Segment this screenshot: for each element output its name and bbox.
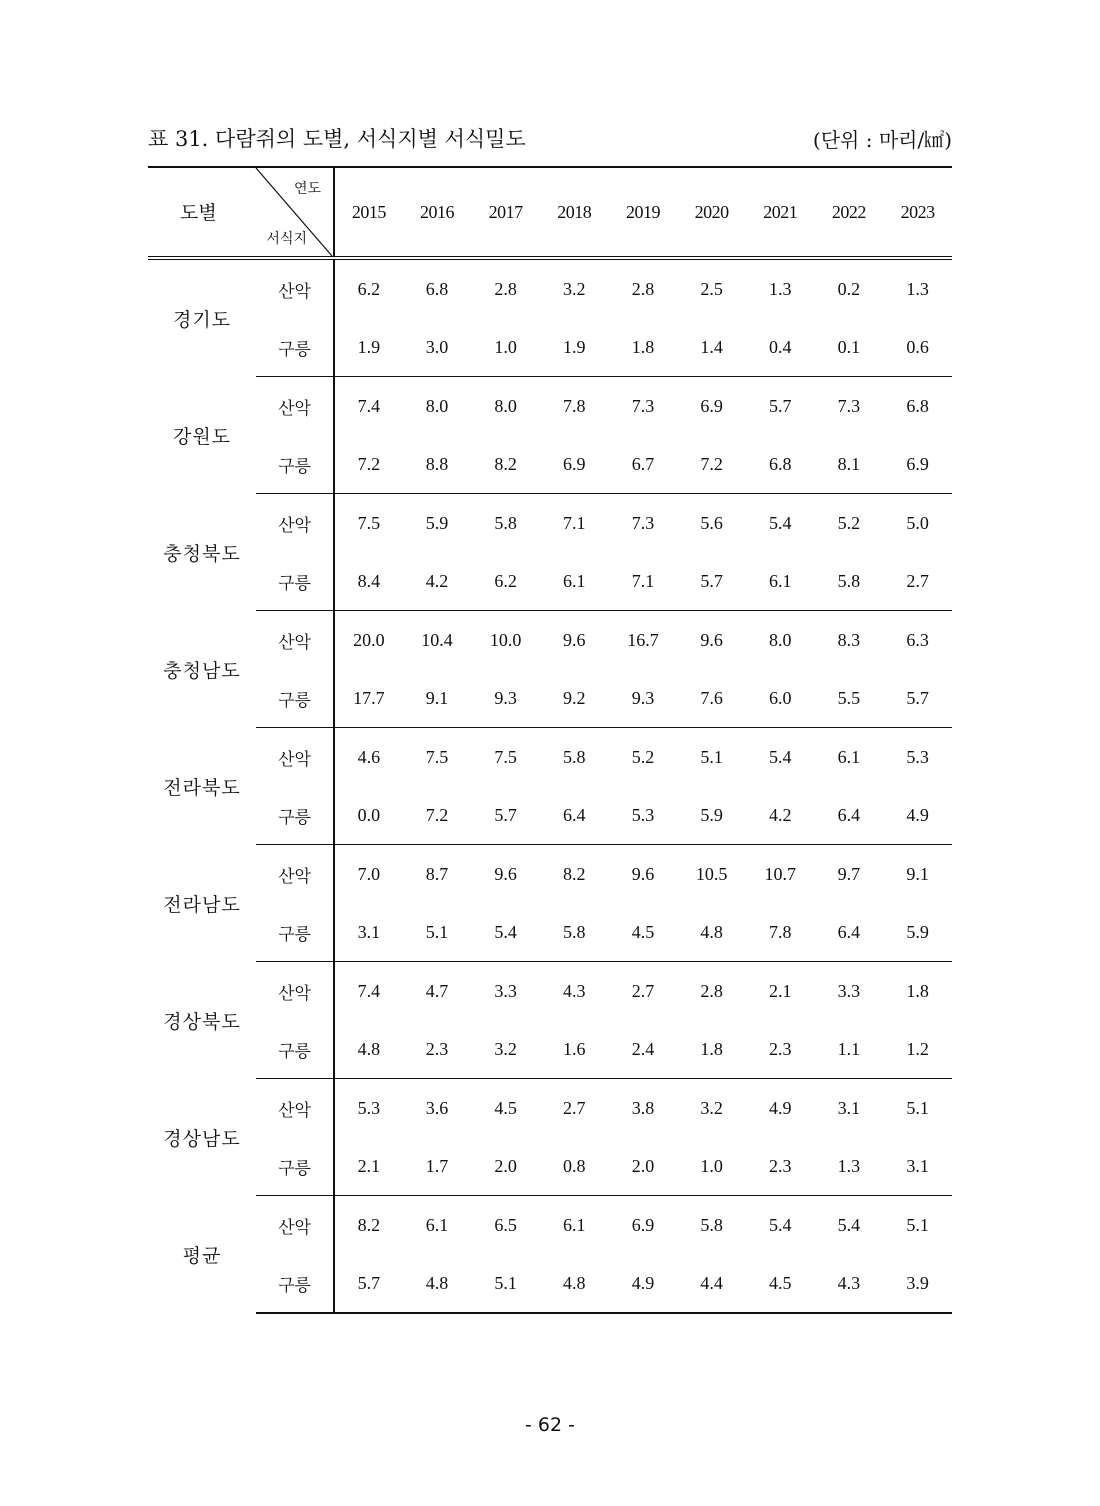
density-value-cell: 3.2: [563, 278, 586, 299]
density-value-cell: 1.7: [403, 1137, 472, 1196]
density-value-cell: 5.9: [883, 903, 952, 962]
density-value-cell: 7.8: [746, 903, 815, 962]
density-value-cell: 4.3: [815, 1254, 884, 1313]
table-row: [148, 611, 952, 670]
density-value-cell: 6.8: [746, 435, 815, 494]
table-row: [148, 435, 952, 494]
density-value-cell: 1.2: [883, 1020, 952, 1079]
density-value-cell: 4.2: [746, 786, 815, 845]
density-value-cell: 3.6: [425, 1097, 449, 1118]
density-value-cell: 5.8: [494, 512, 517, 533]
density-value-cell: 5.4: [769, 746, 792, 767]
table-row: [148, 494, 952, 553]
density-value-cell: 1.3: [815, 1137, 884, 1196]
density-value-cell: 1.0: [471, 318, 540, 377]
density-value-cell: 8.8: [403, 435, 472, 494]
density-value-cell: 8.2: [471, 435, 540, 494]
density-value-cell: 4.9: [883, 786, 952, 845]
density-value-cell: 7.0: [357, 863, 381, 884]
density-value-cell: 6.7: [609, 435, 678, 494]
density-value-cell: 2.7: [631, 980, 655, 1001]
density-value-cell: 20.0: [353, 629, 385, 650]
density-value-cell: 2.5: [700, 278, 723, 299]
density-value-cell: 0.2: [837, 278, 861, 299]
density-value-cell: 2.8: [631, 278, 655, 299]
region-cell: 경기도: [172, 308, 232, 331]
year-column-header: 2016: [403, 167, 472, 258]
header-row: [148, 167, 952, 258]
density-value-cell: 8.2: [357, 1214, 381, 1235]
density-value-cell: 10.5: [695, 863, 728, 884]
density-value-cell: 4.6: [357, 746, 381, 767]
table-unit: (단위 : 마리/㎢): [812, 127, 952, 152]
density-value-cell: 2.3: [746, 1020, 815, 1079]
density-value-cell: 5.8: [540, 903, 609, 962]
density-value-cell: 7.5: [357, 512, 381, 533]
density-value-cell: 6.8: [425, 278, 449, 299]
region-cell: 충청남도: [163, 659, 241, 682]
density-value-cell: 6.9: [540, 435, 609, 494]
density-value-cell: 1.1: [815, 1020, 884, 1079]
density-value-cell: 5.7: [677, 552, 746, 611]
density-value-cell: 5.4: [769, 1214, 792, 1235]
density-value-cell: 3.9: [883, 1254, 952, 1313]
habitat-cell: 산악: [256, 1079, 334, 1138]
density-value-cell: 5.7: [334, 1254, 403, 1313]
density-value-cell: 5.3: [609, 786, 678, 845]
habitat-cell: 산악: [256, 728, 334, 787]
region-cell: 강원도: [172, 425, 232, 448]
density-value-cell: 5.2: [631, 746, 655, 767]
habitat-cell: 구릉: [256, 435, 334, 494]
density-value-cell: 5.1: [906, 1097, 929, 1118]
density-value-cell: 9.7: [837, 863, 861, 884]
density-value-cell: 1.8: [609, 318, 678, 377]
density-value-cell: 7.1: [563, 512, 586, 533]
region-cell: 경상남도: [163, 1127, 241, 1150]
corner-header: [148, 167, 334, 258]
density-value-cell: 7.5: [425, 746, 449, 767]
density-value-cell: 9.6: [631, 863, 655, 884]
density-value-cell: 7.3: [631, 395, 655, 416]
density-value-cell: 1.3: [769, 278, 792, 299]
year-column-header: 2017: [471, 167, 540, 258]
habitat-cell: 구릉: [256, 903, 334, 962]
density-value-cell: 2.3: [746, 1137, 815, 1196]
density-value-cell: 9.2: [540, 669, 609, 728]
table-row: [148, 258, 952, 318]
density-value-cell: 4.9: [609, 1254, 678, 1313]
density-value-cell: 1.8: [906, 980, 929, 1001]
habitat-cell: 산악: [256, 377, 334, 436]
density-value-cell: 5.3: [357, 1097, 381, 1118]
density-value-cell: 4.7: [425, 980, 449, 1001]
density-value-cell: 7.2: [334, 435, 403, 494]
density-value-cell: 1.8: [677, 1020, 746, 1079]
density-value-cell: 5.8: [563, 746, 586, 767]
density-value-cell: 5.5: [815, 669, 884, 728]
density-value-cell: 5.4: [837, 1214, 861, 1235]
density-value-cell: 5.8: [700, 1214, 723, 1235]
density-value-cell: 6.5: [494, 1214, 517, 1235]
density-value-cell: 6.4: [540, 786, 609, 845]
density-value-cell: 3.2: [471, 1020, 540, 1079]
density-value-cell: 2.4: [609, 1020, 678, 1079]
density-value-cell: 2.1: [334, 1137, 403, 1196]
density-value-cell: 1.3: [906, 278, 929, 299]
habitat-cell: 산악: [256, 494, 334, 553]
density-value-cell: 4.5: [609, 903, 678, 962]
table-caption: [148, 122, 952, 154]
density-value-cell: 7.2: [677, 435, 746, 494]
table-row: [148, 318, 952, 377]
habitat-cell: 구릉: [256, 786, 334, 845]
density-value-cell: 7.3: [631, 512, 655, 533]
density-value-cell: 3.3: [837, 980, 861, 1001]
density-value-cell: 7.3: [837, 395, 861, 416]
density-value-cell: 3.0: [403, 318, 472, 377]
density-value-cell: 17.7: [334, 669, 403, 728]
table-title: 표 31. 다람쥐의 도별, 서식지별 서식밀도: [148, 127, 526, 151]
density-value-cell: 1.9: [334, 318, 403, 377]
density-value-cell: 2.0: [471, 1137, 540, 1196]
habitat-cell: 산악: [256, 611, 334, 670]
density-value-cell: 2.1: [769, 980, 792, 1001]
table-row: [148, 669, 952, 728]
table-row: [148, 786, 952, 845]
year-column-header: 2018: [540, 167, 609, 258]
table-body: [148, 258, 952, 1313]
density-value-cell: 5.0: [906, 512, 929, 533]
density-value-cell: 6.4: [815, 903, 884, 962]
density-value-cell: 7.4: [357, 980, 381, 1001]
density-value-cell: 1.4: [677, 318, 746, 377]
table-row: [148, 1137, 952, 1196]
density-value-cell: 7.8: [563, 395, 586, 416]
density-value-cell: 7.6: [677, 669, 746, 728]
density-value-cell: 7.2: [403, 786, 472, 845]
density-value-cell: 2.8: [700, 980, 723, 1001]
density-value-cell: 6.2: [357, 278, 381, 299]
density-value-cell: 7.4: [357, 395, 381, 416]
density-value-cell: 6.3: [906, 629, 929, 650]
density-value-cell: 5.7: [883, 669, 952, 728]
density-value-cell: 0.0: [334, 786, 403, 845]
density-value-cell: 9.3: [471, 669, 540, 728]
density-value-cell: 8.1: [815, 435, 884, 494]
density-value-cell: 4.8: [540, 1254, 609, 1313]
density-value-cell: 6.1: [837, 746, 861, 767]
density-value-cell: 5.9: [677, 786, 746, 845]
density-value-cell: 8.4: [334, 552, 403, 611]
density-value-cell: 0.6: [883, 318, 952, 377]
habitat-cell: 구릉: [256, 1020, 334, 1079]
density-value-cell: 9.1: [906, 863, 929, 884]
density-value-cell: 10.4: [421, 629, 453, 650]
density-value-cell: 6.9: [700, 395, 723, 416]
density-value-cell: 6.0: [746, 669, 815, 728]
habitat-cell: 산악: [256, 258, 334, 318]
density-value-cell: 5.1: [700, 746, 723, 767]
density-value-cell: 5.6: [700, 512, 723, 533]
density-value-cell: 6.9: [883, 435, 952, 494]
density-value-cell: 4.5: [494, 1097, 517, 1118]
density-value-cell: 6.2: [471, 552, 540, 611]
habitat-cell: 구릉: [256, 318, 334, 377]
table-row: [148, 1196, 952, 1255]
density-value-cell: 4.8: [334, 1020, 403, 1079]
region-header: 도별: [180, 202, 217, 224]
density-value-cell: 1.6: [540, 1020, 609, 1079]
habitat-header: 서식지: [266, 231, 307, 247]
density-value-cell: 8.3: [837, 629, 861, 650]
density-value-cell: 4.9: [769, 1097, 792, 1118]
year-column-header: 2020: [677, 167, 746, 258]
region-cell: 전라남도: [163, 893, 241, 916]
density-value-cell: 3.2: [700, 1097, 723, 1118]
density-value-cell: 9.1: [403, 669, 472, 728]
density-value-cell: 4.8: [677, 903, 746, 962]
density-value-cell: 5.1: [403, 903, 472, 962]
density-value-cell: 9.3: [609, 669, 678, 728]
table-row: [148, 903, 952, 962]
density-value-cell: 10.0: [489, 629, 522, 650]
density-value-cell: 8.0: [769, 629, 792, 650]
habitat-cell: 구릉: [256, 552, 334, 611]
habitat-cell: 구릉: [256, 1254, 334, 1313]
density-value-cell: 8.7: [425, 863, 449, 884]
table-row: [148, 377, 952, 436]
density-value-cell: 4.8: [403, 1254, 472, 1313]
density-value-cell: 5.7: [769, 395, 792, 416]
density-value-cell: 5.9: [425, 512, 449, 533]
density-value-cell: 4.3: [563, 980, 586, 1001]
density-value-cell: 3.3: [494, 980, 517, 1001]
density-value-cell: 10.7: [764, 863, 797, 884]
table-row: [148, 962, 952, 1021]
density-value-cell: 6.9: [631, 1214, 655, 1235]
page-number: - 62 -: [525, 1414, 575, 1436]
density-value-cell: 0.4: [746, 318, 815, 377]
density-value-cell: 3.1: [837, 1097, 861, 1118]
density-value-cell: 5.7: [471, 786, 540, 845]
year-header: 연도: [293, 181, 321, 197]
region-cell: 평균: [182, 1244, 222, 1267]
density-value-cell: 6.1: [425, 1214, 449, 1235]
density-value-cell: 7.5: [494, 746, 517, 767]
density-value-cell: 5.2: [837, 512, 861, 533]
density-value-cell: 6.1: [746, 552, 815, 611]
region-cell: 경상북도: [163, 1010, 241, 1033]
habitat-cell: 산악: [256, 962, 334, 1021]
density-value-cell: 5.4: [769, 512, 792, 533]
density-value-cell: 2.3: [403, 1020, 472, 1079]
density-value-cell: 3.1: [334, 903, 403, 962]
density-value-cell: 5.3: [906, 746, 929, 767]
habitat-cell: 산악: [256, 845, 334, 904]
density-value-cell: 6.8: [906, 395, 929, 416]
density-value-cell: 0.1: [815, 318, 884, 377]
year-column-header: 2019: [609, 167, 678, 258]
density-value-cell: 4.4: [677, 1254, 746, 1313]
density-value-cell: 16.7: [627, 629, 659, 650]
density-value-cell: 8.0: [494, 395, 517, 416]
density-value-cell: 5.8: [815, 552, 884, 611]
table-row: [148, 552, 952, 611]
table-row: [148, 1020, 952, 1079]
table-row: [148, 728, 952, 787]
habitat-cell: 구릉: [256, 1137, 334, 1196]
density-value-cell: 4.5: [746, 1254, 815, 1313]
habitat-cell: 구릉: [256, 669, 334, 728]
density-value-cell: 2.7: [883, 552, 952, 611]
density-value-cell: 3.8: [631, 1097, 655, 1118]
density-value-cell: 0.8: [540, 1137, 609, 1196]
density-value-cell: 2.0: [609, 1137, 678, 1196]
region-cell: 충청북도: [163, 542, 241, 565]
density-value-cell: 6.1: [540, 552, 609, 611]
density-value-cell: 1.0: [677, 1137, 746, 1196]
table-row: [148, 845, 952, 904]
year-column-header: 2022: [815, 167, 884, 258]
density-value-cell: 2.7: [563, 1097, 586, 1118]
density-value-cell: 1.9: [540, 318, 609, 377]
density-value-cell: 9.6: [700, 629, 723, 650]
density-value-cell: 3.1: [883, 1137, 952, 1196]
density-value-cell: 6.1: [563, 1214, 586, 1235]
density-value-cell: 8.2: [563, 863, 586, 884]
density-table: [148, 166, 952, 1314]
density-value-cell: 7.1: [609, 552, 678, 611]
density-value-cell: 2.8: [494, 278, 517, 299]
density-value-cell: 5.1: [471, 1254, 540, 1313]
year-column-header: 2023: [883, 167, 952, 258]
density-value-cell: 6.4: [815, 786, 884, 845]
density-value-cell: 8.0: [425, 395, 449, 416]
table-row: [148, 1254, 952, 1313]
density-value-cell: 9.6: [494, 863, 517, 884]
density-value-cell: 9.6: [563, 629, 586, 650]
density-value-cell: 4.2: [403, 552, 472, 611]
density-value-cell: 5.4: [471, 903, 540, 962]
year-column-header: 2021: [746, 167, 815, 258]
year-column-header: 2015: [334, 167, 403, 258]
table-row: [148, 1079, 952, 1138]
habitat-cell: 산악: [256, 1196, 334, 1255]
region-cell: 전라북도: [163, 776, 241, 799]
density-value-cell: 5.1: [906, 1214, 929, 1235]
